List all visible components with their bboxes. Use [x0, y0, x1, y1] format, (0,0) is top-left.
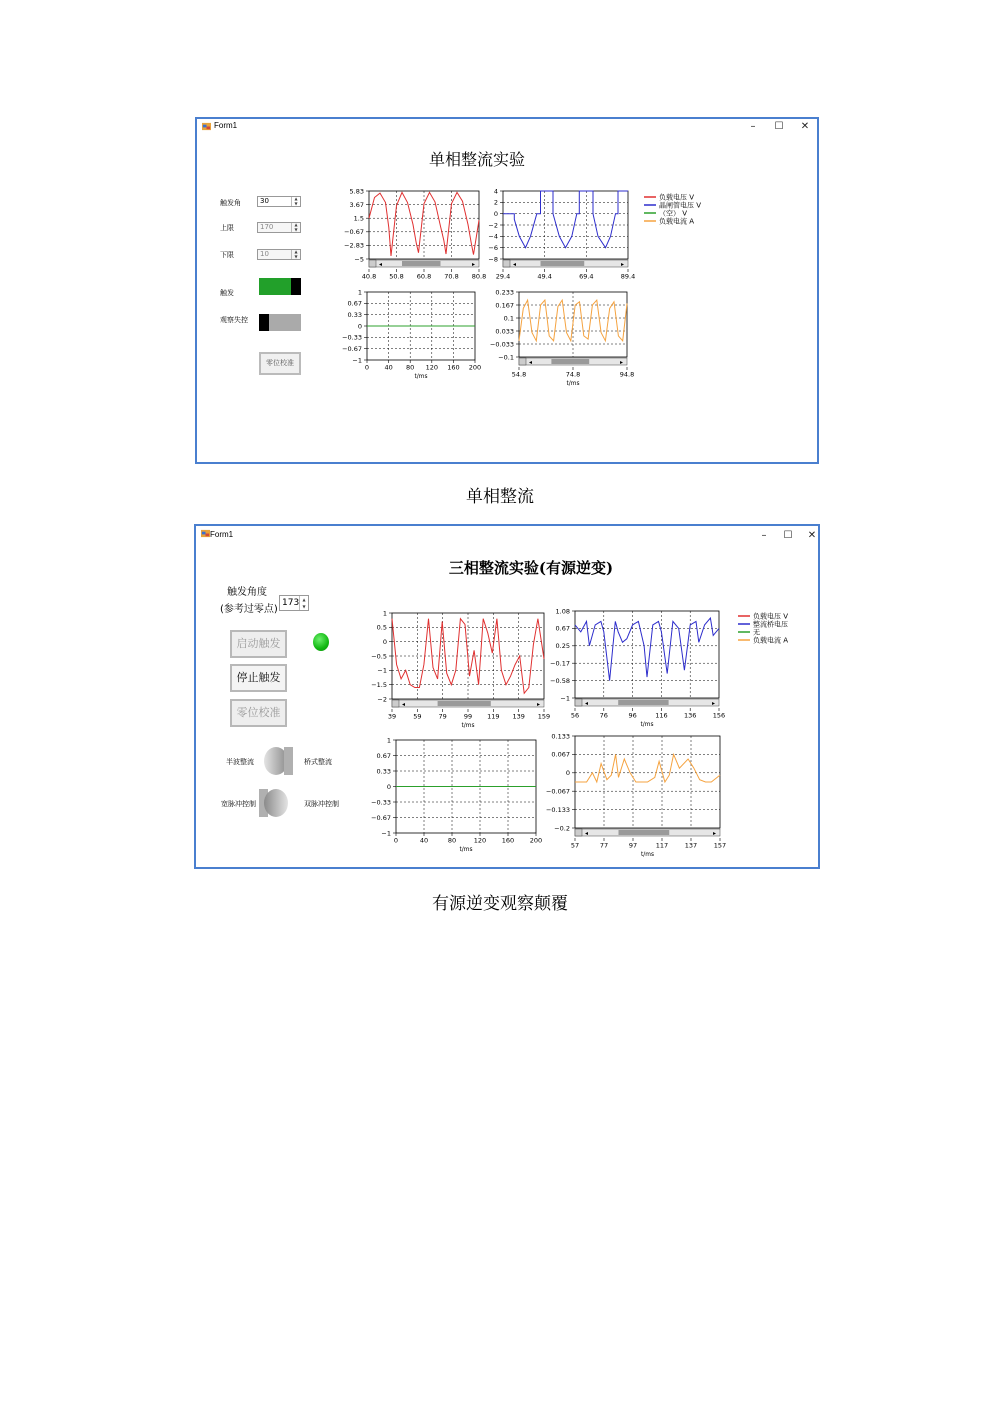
- chart-panel-1: [197, 119, 817, 462]
- y-tick-label: −8: [488, 255, 498, 264]
- x-tick-label: 156: [712, 711, 726, 720]
- x-tick-label: 56: [570, 711, 580, 720]
- scrollbar[interactable]: [369, 260, 479, 268]
- x-tick-label: 94.8: [619, 370, 635, 379]
- x-tick-label: 160: [501, 836, 515, 845]
- y-tick-label: 0: [357, 322, 362, 331]
- legend-entry: 负载电压 V: [753, 612, 789, 621]
- zero-calib-label: 零位校准: [236, 706, 281, 719]
- y-tick-label: 0.67: [555, 624, 570, 633]
- y-tick-label: −0.33: [342, 333, 362, 342]
- y-tick-label: 0.67: [376, 751, 391, 760]
- y-tick-label: −0.133: [545, 805, 570, 814]
- caption-single-phase: 单相整流: [466, 487, 534, 507]
- y-tick-label: 0.067: [551, 750, 570, 759]
- y-tick-label: −4: [488, 232, 498, 241]
- y-tick-label: −2: [488, 221, 498, 230]
- y-tick-label: −0.1: [498, 353, 514, 362]
- x-tick-label: 200: [529, 836, 543, 845]
- trigger-angle-ref: (参考过零点): [220, 604, 278, 615]
- x-tick-label: 76: [599, 711, 608, 720]
- legend-entry: 无: [753, 628, 760, 637]
- legend-entry: 负载电流 A: [659, 217, 695, 226]
- y-tick-label: −1.5: [371, 680, 387, 689]
- scroll-right-icon[interactable]: ▸: [620, 359, 624, 366]
- y-tick-label: −0.67: [342, 344, 362, 353]
- x-tick-label: 0: [364, 363, 370, 372]
- y-tick-label: 3.67: [349, 200, 364, 209]
- scroll-right-icon[interactable]: ▸: [621, 261, 625, 268]
- x-tick-label: 79: [438, 712, 447, 721]
- chart-panel-2: [196, 526, 818, 867]
- y-tick-label: −0.033: [489, 340, 514, 349]
- y-tick-label: 1.08: [555, 607, 570, 616]
- y-tick-label: −0.5: [371, 652, 387, 661]
- scroll-thumb[interactable]: [402, 261, 441, 266]
- x-tick-label: 60.8: [416, 272, 432, 281]
- scroll-thumb[interactable]: [551, 359, 589, 364]
- y-tick-label: 0.233: [495, 288, 514, 297]
- y-tick-label: −5: [354, 255, 364, 264]
- y-tick-label: −1: [352, 356, 362, 365]
- x-tick-label: 120: [473, 836, 487, 845]
- x-tick-label: 54.8: [511, 370, 527, 379]
- zoom-reset-icon[interactable]: [575, 699, 582, 706]
- double-pulse-label: 双脉冲控制: [304, 800, 339, 808]
- y-tick-label: 0.167: [495, 301, 514, 310]
- x-axis-label: t/ms: [414, 373, 428, 380]
- minimize-icon[interactable]: –: [750, 121, 756, 132]
- y-tick-label: 1: [382, 609, 387, 618]
- y-tick-label: −1: [381, 829, 391, 838]
- maximize-icon[interactable]: ☐: [783, 530, 793, 541]
- y-tick-label: 0.5: [376, 623, 387, 632]
- x-tick-label: 136: [683, 711, 697, 720]
- maximize-icon[interactable]: ☐: [774, 121, 784, 132]
- y-tick-label: 0: [493, 209, 498, 218]
- x-tick-label: 29.4: [495, 272, 511, 281]
- x-axis-label: t/ms: [461, 722, 475, 729]
- page-title: 三相整流实验(有源逆变): [448, 559, 614, 577]
- x-tick-label: 0: [393, 836, 399, 845]
- scroll-right-icon[interactable]: ▸: [712, 700, 716, 707]
- spinner-arrows-icon: ▲ ▼: [291, 250, 300, 259]
- x-tick-label: 119: [487, 712, 500, 721]
- x-axis-label: t/ms: [459, 846, 473, 853]
- chart: [490, 288, 634, 387]
- chart: [344, 187, 486, 280]
- window-title: Form1: [214, 121, 238, 130]
- chart: [371, 736, 542, 853]
- zoom-reset-icon[interactable]: [519, 358, 526, 365]
- chart: [342, 288, 481, 380]
- trigger-angle-label: 触发角度: [227, 587, 267, 598]
- plot-area: [503, 191, 628, 259]
- x-tick-label: 139: [512, 712, 525, 721]
- x-tick-label: 80: [447, 836, 457, 845]
- x-tick-label: 59: [413, 712, 422, 721]
- scrollbar[interactable]: [503, 260, 628, 268]
- x-tick-label: 50.8: [389, 272, 404, 281]
- minimize-icon[interactable]: –: [761, 530, 767, 541]
- scrollbar[interactable]: [519, 358, 627, 366]
- spinner-arrows-icon[interactable]: ▲ ▼: [291, 197, 300, 206]
- x-tick-label: 69.4: [579, 272, 594, 281]
- scrollbar[interactable]: [575, 829, 720, 837]
- chart: [488, 187, 635, 280]
- x-tick-label: 57: [570, 841, 580, 850]
- scroll-left-icon[interactable]: ◂: [379, 261, 383, 268]
- y-tick-label: −0.67: [344, 228, 364, 237]
- chart: [371, 609, 550, 729]
- y-tick-label: 0.1: [503, 314, 514, 323]
- scroll-thumb[interactable]: [619, 830, 670, 835]
- trigger-angle-value: 30: [260, 197, 269, 205]
- chart: [546, 732, 726, 858]
- y-tick-label: −0.67: [371, 813, 391, 822]
- upper-limit-label: 上限: [220, 224, 234, 232]
- x-tick-label: 74.8: [565, 370, 581, 379]
- scrollbar[interactable]: [392, 700, 544, 708]
- x-tick-label: 40: [384, 363, 393, 372]
- y-tick-label: 0: [382, 637, 387, 646]
- x-tick-label: 157: [713, 841, 727, 850]
- x-tick-label: 80: [406, 363, 415, 372]
- x-tick-label: 160: [447, 363, 460, 372]
- x-tick-label: 40: [419, 836, 429, 845]
- x-tick-label: 49.4: [537, 272, 552, 281]
- x-axis-label: t/ms: [641, 851, 654, 858]
- legend-entry: （空） V: [659, 209, 688, 218]
- lower-limit-label: 下限: [220, 251, 234, 259]
- chart: [550, 607, 725, 728]
- scroll-thumb[interactable]: [541, 261, 585, 266]
- zoom-reset-icon[interactable]: [503, 260, 510, 267]
- zoom-reset-icon[interactable]: [392, 700, 399, 707]
- y-tick-label: 0.25: [555, 642, 570, 651]
- close-icon[interactable]: ✕: [807, 530, 817, 541]
- x-tick-label: 39: [387, 712, 397, 721]
- form-window-2: [194, 524, 820, 869]
- y-tick-label: −1: [377, 666, 387, 675]
- spinner-arrows-icon: ▲ ▼: [291, 223, 300, 232]
- form-window-1: [195, 117, 819, 464]
- x-tick-label: 77: [599, 841, 609, 850]
- stop-trigger-label: 停止触发: [236, 671, 281, 684]
- scroll-left-icon[interactable]: ◂: [529, 359, 533, 366]
- legend-entry: 负载电流 A: [753, 636, 789, 645]
- x-tick-label: 99: [463, 712, 473, 721]
- start-trigger-label: 启动触发: [236, 637, 281, 650]
- y-tick-label: −6: [488, 243, 498, 252]
- legend-entry: 负载电压 V: [659, 193, 695, 202]
- y-tick-label: 5.83: [349, 187, 364, 196]
- y-tick-label: −1: [560, 694, 570, 703]
- y-tick-label: 0.67: [347, 299, 362, 308]
- scroll-left-icon[interactable]: ◂: [585, 830, 589, 837]
- x-tick-label: 116: [655, 711, 668, 720]
- x-tick-label: 159: [537, 712, 551, 721]
- scrollbar[interactable]: [575, 699, 719, 707]
- page-title: 单相整流实验: [428, 150, 525, 169]
- scroll-right-icon[interactable]: ▸: [713, 830, 717, 837]
- x-tick-label: 80.8: [471, 272, 487, 281]
- zoom-reset-icon[interactable]: [575, 829, 582, 836]
- y-tick-label: 1: [386, 736, 391, 745]
- y-tick-label: 0.33: [347, 310, 362, 319]
- wide-pulse-label: 宽脉冲控制: [221, 800, 256, 808]
- window-title: Form1: [210, 530, 234, 539]
- x-tick-label: 137: [684, 841, 698, 850]
- x-axis-label: t/ms: [640, 721, 654, 728]
- scroll-right-icon[interactable]: ▸: [537, 701, 541, 708]
- x-tick-label: 96: [628, 711, 637, 720]
- caption-inverter: 有源逆变观察颠覆: [432, 894, 568, 914]
- x-tick-label: 89.4: [620, 272, 636, 281]
- x-tick-label: 40.8: [361, 272, 377, 281]
- y-tick-label: 0.033: [495, 327, 514, 336]
- close-icon[interactable]: ✕: [800, 121, 810, 132]
- scroll-left-icon[interactable]: ◂: [585, 700, 589, 707]
- upper-limit-value: 170: [260, 223, 274, 231]
- y-tick-label: −0.58: [550, 676, 570, 685]
- scroll-thumb[interactable]: [618, 700, 668, 705]
- zero-calib-label: 零位校准: [266, 359, 294, 367]
- lower-limit-value: 10: [260, 250, 269, 258]
- zoom-reset-icon[interactable]: [369, 260, 376, 267]
- y-tick-label: 2: [493, 198, 498, 207]
- x-axis-label: t/ms: [566, 380, 580, 387]
- half-wave-label: 半波整流: [226, 758, 254, 766]
- x-tick-label: 120: [425, 363, 439, 372]
- scroll-left-icon[interactable]: ◂: [513, 261, 517, 268]
- scroll-left-icon[interactable]: ◂: [402, 701, 406, 708]
- trigger-angle-value: 173: [282, 598, 300, 608]
- y-tick-label: 1.5: [353, 214, 364, 223]
- trigger-angle-label: 触发角: [220, 199, 241, 207]
- x-tick-label: 70.8: [444, 272, 459, 281]
- y-tick-label: −0.2: [554, 824, 570, 833]
- y-tick-label: 1: [357, 288, 362, 297]
- scroll-right-icon[interactable]: ▸: [472, 261, 476, 268]
- y-tick-label: −2: [377, 695, 387, 704]
- spinner-arrows-icon[interactable]: ▲ ▼: [299, 596, 308, 610]
- legend: [644, 192, 701, 225]
- x-tick-label: 200: [468, 363, 482, 372]
- x-tick-label: 117: [655, 841, 669, 850]
- y-tick-label: 0.33: [376, 767, 391, 776]
- y-tick-label: 4: [493, 187, 498, 196]
- scroll-thumb[interactable]: [438, 701, 491, 706]
- y-tick-label: 0: [565, 769, 570, 778]
- y-tick-label: 0: [386, 782, 391, 791]
- y-tick-label: −0.17: [550, 659, 570, 668]
- legend: [738, 611, 788, 644]
- legend-entry: 整流桥电压: [753, 620, 788, 629]
- y-tick-label: −2.83: [344, 241, 364, 250]
- observe-label: 观察失控: [220, 316, 248, 324]
- bridge-label: 桥式整流: [304, 758, 332, 766]
- legend-entry: 晶闸管电压 V: [659, 201, 702, 210]
- y-tick-label: 0.133: [551, 732, 570, 741]
- y-tick-label: −0.33: [371, 798, 391, 807]
- x-tick-label: 97: [628, 841, 638, 850]
- y-tick-label: −0.067: [545, 787, 570, 796]
- trigger-label: 触发: [220, 289, 234, 297]
